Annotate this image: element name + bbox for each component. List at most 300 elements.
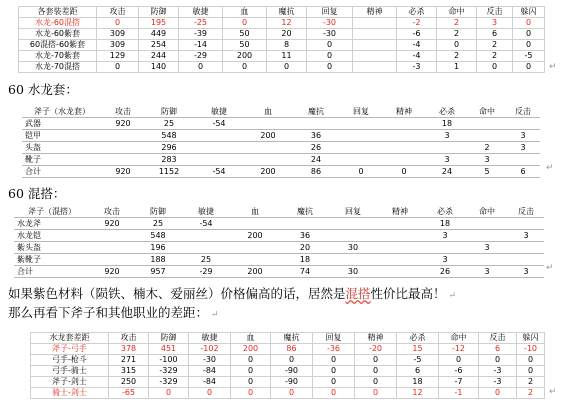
table-header-row — [31, 333, 545, 344]
table-cell: 140 — [139, 62, 179, 73]
paragraph-text: 那么再看下斧子和其他职业的差距： — [8, 305, 209, 320]
table-cell: 0 — [477, 62, 513, 73]
column-header: 各套装差距 — [19, 7, 97, 18]
table-cell: 3 — [424, 230, 466, 242]
table-cell — [466, 218, 508, 230]
table-row — [19, 29, 545, 40]
table-cell: 6 — [477, 29, 513, 40]
row-label: 铠甲 — [22, 130, 102, 142]
table-cell: 378 — [109, 344, 149, 355]
column-header: 命中 — [466, 206, 508, 218]
column-header: 反击 — [508, 206, 544, 218]
table-cell: 296 — [144, 142, 194, 154]
column-header: 攻击 — [102, 106, 144, 118]
table-cell: 3 — [466, 266, 508, 278]
table-cell — [340, 118, 382, 130]
table-cell — [340, 130, 382, 142]
table-cell: 3 — [466, 242, 508, 254]
table-row — [19, 40, 545, 51]
table-cell: 309 — [97, 40, 139, 51]
table-cell: 0 — [479, 355, 517, 366]
table-cell: 26 — [424, 266, 466, 278]
table-row — [14, 254, 544, 266]
table-cell — [102, 142, 144, 154]
table-row — [14, 266, 544, 278]
table-cell: 20 — [267, 29, 307, 40]
table-cell: 0 — [307, 62, 353, 73]
table-cell — [244, 142, 292, 154]
row-label: 斧子-弓手 — [31, 344, 109, 355]
table-cell — [340, 142, 382, 154]
table-row — [31, 344, 545, 355]
table-cell: 2 — [468, 142, 506, 154]
table-cell: -39 — [179, 29, 223, 40]
column-header: 血 — [231, 333, 271, 344]
table-row — [22, 154, 540, 166]
return-mark: ↵ — [211, 310, 219, 320]
table-cell: 0 — [179, 62, 223, 73]
table-cell: -5 — [513, 51, 545, 62]
column-header: 斧子（水龙套） — [22, 106, 102, 118]
table-cell: 0 — [355, 355, 397, 366]
table-cell: 200 — [230, 266, 280, 278]
column-header: 防御 — [139, 7, 179, 18]
table-row — [31, 355, 545, 366]
table-cell: 0 — [517, 355, 545, 366]
row-label: 头盔 — [22, 142, 102, 154]
table-cell: 0 — [307, 40, 353, 51]
table-cell: 25 — [182, 254, 230, 266]
table-cell — [330, 230, 376, 242]
table-cell — [468, 118, 506, 130]
table-cell: 0 — [340, 166, 382, 178]
row-label: 水龙斧 — [14, 218, 90, 230]
table-cell: -90 — [271, 377, 313, 388]
table-row — [14, 230, 544, 242]
axe-mixed-set-table — [14, 206, 544, 278]
table-cell: -100 — [149, 355, 189, 366]
table-cell: 0 — [97, 18, 139, 29]
table-cell: 548 — [134, 230, 182, 242]
table-cell: 200 — [223, 51, 267, 62]
table-cell — [90, 230, 134, 242]
table-cell: -329 — [149, 366, 189, 377]
highlighted-word: 混搭 — [345, 286, 371, 301]
table-cell: 0 — [223, 18, 267, 29]
table-row — [22, 142, 540, 154]
table-cell: 30 — [330, 242, 376, 254]
row-label: 水龙-60混搭 — [19, 18, 97, 29]
column-header: 斧子（混搭） — [14, 206, 90, 218]
table-cell: 36 — [292, 130, 340, 142]
table-cell: -4 — [397, 40, 437, 51]
table-cell: -90 — [271, 366, 313, 377]
table-cell: 2 — [477, 51, 513, 62]
column-header: 必杀 — [426, 106, 468, 118]
row-label: 弓手-骑士 — [31, 366, 109, 377]
table-cell: 0 — [517, 366, 545, 377]
table-cell: 5 — [468, 166, 506, 178]
table-cell: 188 — [134, 254, 182, 266]
paragraph-line-2 — [8, 303, 219, 321]
table-cell: -29 — [182, 266, 230, 278]
section-heading-60-water-dragon: 60 水龙套： — [8, 82, 78, 97]
table-cell — [230, 242, 280, 254]
return-mark: ↵ — [549, 62, 557, 72]
table-cell: 315 — [109, 366, 149, 377]
table-cell: 0 — [223, 62, 267, 73]
table-cell — [424, 242, 466, 254]
table-cell: -54 — [194, 118, 244, 130]
column-header: 魔抗 — [267, 7, 307, 18]
table-cell: -65 — [109, 388, 149, 399]
table-cell: 3 — [424, 254, 466, 266]
table-row — [22, 166, 540, 178]
table-cell: 86 — [271, 344, 313, 355]
table-cell: 0 — [479, 388, 517, 399]
table-cell: 6 — [506, 166, 540, 178]
table-cell: 0 — [231, 355, 271, 366]
row-label: 水龙-70混搭 — [19, 62, 97, 73]
column-header: 魔抗 — [280, 206, 330, 218]
table-cell — [426, 142, 468, 154]
table-cell — [90, 254, 134, 266]
column-header: 攻击 — [109, 333, 149, 344]
column-header: 精神 — [376, 206, 424, 218]
table-cell: 0 — [97, 62, 139, 73]
table-cell — [340, 154, 382, 166]
table-header-row — [14, 206, 544, 218]
table-cell: -10 — [517, 344, 545, 355]
column-header: 精神 — [382, 106, 426, 118]
table-cell: 309 — [97, 29, 139, 40]
table-cell: -3 — [479, 377, 517, 388]
table-cell: 25 — [134, 218, 182, 230]
table-cell: 0 — [355, 366, 397, 377]
table-cell — [194, 154, 244, 166]
table-cell: 12 — [267, 18, 307, 29]
column-header: 血 — [223, 7, 267, 18]
table-cell: -7 — [439, 377, 479, 388]
table-cell: 271 — [109, 355, 149, 366]
row-label: 骑士-剑士 — [31, 388, 109, 399]
water-dragon-class-gap-table — [30, 332, 544, 399]
table-cell — [382, 130, 426, 142]
paragraph-line-1 — [8, 284, 456, 302]
row-label: 合计 — [14, 266, 90, 278]
column-header: 必杀 — [397, 333, 439, 344]
table-cell: 200 — [244, 166, 292, 178]
table-cell — [90, 242, 134, 254]
table-cell: 200 — [244, 130, 292, 142]
table-cell — [230, 218, 280, 230]
table-cell: 3 — [477, 18, 513, 29]
section-heading-60-mixed: 60 混搭： — [8, 186, 66, 201]
table-cell: 920 — [102, 118, 144, 130]
column-header: 回复 — [330, 206, 376, 218]
table-cell: 26 — [292, 142, 340, 154]
table-cell — [382, 154, 426, 166]
table-cell: 24 — [426, 166, 468, 178]
column-header: 防御 — [134, 206, 182, 218]
column-header: 血 — [244, 106, 292, 118]
return-mark: ↵ — [546, 263, 554, 273]
table-cell: 1152 — [144, 166, 194, 178]
row-label: 水龙-70紫套 — [19, 51, 97, 62]
table-cell: 2 — [437, 51, 477, 62]
table-cell: 129 — [97, 51, 139, 62]
table-cell: 36 — [280, 230, 330, 242]
row-label: 紫靴子 — [14, 254, 90, 266]
table-cell: -30 — [307, 18, 353, 29]
table-cell: 2 — [437, 18, 477, 29]
table-cell: 2 — [517, 377, 545, 388]
table-cell: 15 — [397, 344, 439, 355]
column-header: 血 — [230, 206, 280, 218]
paragraph-text: 性价比最高！ — [370, 286, 446, 301]
table-cell: 244 — [139, 51, 179, 62]
table-cell — [102, 130, 144, 142]
table-cell: 18 — [280, 254, 330, 266]
table-cell: 196 — [134, 242, 182, 254]
table-cell: -14 — [179, 40, 223, 51]
return-mark: ↵ — [546, 163, 554, 173]
row-label: 斧子-剑士 — [31, 377, 109, 388]
column-header: 反击 — [479, 333, 517, 344]
table-cell: 920 — [90, 266, 134, 278]
table-cell: -2 — [397, 18, 437, 29]
row-label: 武器 — [22, 118, 102, 130]
table-cell: 0 — [437, 40, 477, 51]
column-header: 命中 — [468, 106, 506, 118]
table-cell: -84 — [189, 366, 231, 377]
table-cell: 3 — [506, 130, 540, 142]
table-cell: 0 — [382, 166, 426, 178]
table-cell: -6 — [397, 29, 437, 40]
table-cell: -329 — [149, 377, 189, 388]
table-cell — [280, 218, 330, 230]
column-header: 必杀 — [397, 7, 437, 18]
column-header: 敏捷 — [194, 106, 244, 118]
table-header-row — [22, 106, 540, 118]
table-cell: 50 — [223, 40, 267, 51]
table-cell: 3 — [508, 230, 544, 242]
table-cell: 30 — [330, 266, 376, 278]
table-cell: 0 — [231, 366, 271, 377]
table-cell — [182, 230, 230, 242]
table-cell: 3 — [426, 130, 468, 142]
table-cell — [376, 242, 424, 254]
return-mark: ↵ — [448, 291, 457, 301]
column-header: 攻击 — [97, 7, 139, 18]
column-header: 躲闪 — [517, 333, 545, 344]
table-cell: 0 — [313, 366, 355, 377]
table-cell: 2 — [477, 40, 513, 51]
table-cell: 74 — [280, 266, 330, 278]
table-cell — [506, 154, 540, 166]
column-header: 回复 — [340, 106, 382, 118]
row-label: 弓手-枪斗 — [31, 355, 109, 366]
table-cell — [508, 254, 544, 266]
table-cell: 11 — [267, 51, 307, 62]
table-cell — [353, 18, 397, 29]
table-row — [14, 218, 544, 230]
table-header-row — [19, 7, 545, 18]
column-header: 回复 — [313, 333, 355, 344]
table-cell: -30 — [189, 355, 231, 366]
table-cell — [382, 118, 426, 130]
table-cell: 3 — [426, 154, 468, 166]
table-cell: 8 — [267, 40, 307, 51]
row-label: 靴子 — [22, 154, 102, 166]
table-cell: 0 — [307, 51, 353, 62]
table-cell — [244, 118, 292, 130]
table-cell: 0 — [355, 377, 397, 388]
table-cell: -84 — [189, 377, 231, 388]
table-cell: 0 — [355, 388, 397, 399]
table-row — [31, 366, 545, 377]
table-cell: -12 — [439, 344, 479, 355]
table-cell — [330, 254, 376, 266]
table-cell: 0 — [313, 377, 355, 388]
table-cell: 451 — [149, 344, 189, 355]
column-header: 敏捷 — [179, 7, 223, 18]
table-cell — [376, 218, 424, 230]
table-cell: -54 — [194, 166, 244, 178]
table-cell — [382, 142, 426, 154]
table-cell: 0 — [231, 377, 271, 388]
column-header: 魔抗 — [292, 106, 340, 118]
table-cell: -102 — [189, 344, 231, 355]
table-cell: -5 — [397, 355, 439, 366]
table-cell: 0 — [313, 388, 355, 399]
row-label: 紫头盔 — [14, 242, 90, 254]
column-header: 攻击 — [90, 206, 134, 218]
table-cell: 0 — [513, 40, 545, 51]
table-cell: 18 — [426, 118, 468, 130]
row-label: 水龙铠 — [14, 230, 90, 242]
column-header: 防御 — [149, 333, 189, 344]
table-cell: 3 — [468, 154, 506, 166]
column-header: 魔抗 — [271, 333, 313, 344]
column-header: 躲闪 — [513, 7, 545, 18]
table-cell: 0 — [149, 388, 189, 399]
table-cell: 6 — [397, 366, 439, 377]
table-cell: 18 — [397, 377, 439, 388]
table-cell — [376, 230, 424, 242]
table-cell: 250 — [109, 377, 149, 388]
team-gap-table — [18, 6, 544, 73]
table-cell: 0 — [231, 388, 271, 399]
table-cell — [508, 218, 544, 230]
table-cell: 254 — [139, 40, 179, 51]
table-cell — [376, 254, 424, 266]
table-row — [22, 130, 540, 142]
table-cell — [244, 154, 292, 166]
table-row — [22, 118, 540, 130]
table-cell — [353, 62, 397, 73]
table-cell: 0 — [513, 18, 545, 29]
row-label: 水龙-60紫套 — [19, 29, 97, 40]
table-cell: 12 — [397, 388, 439, 399]
table-cell — [182, 242, 230, 254]
table-cell: -4 — [397, 51, 437, 62]
table-cell: 200 — [231, 344, 271, 355]
column-header: 反击 — [477, 7, 513, 18]
table-cell: 0 — [267, 62, 307, 73]
table-cell: 0 — [313, 355, 355, 366]
table-cell: -6 — [439, 366, 479, 377]
table-cell — [468, 130, 506, 142]
table-cell: 0 — [271, 388, 313, 399]
table-cell: 920 — [90, 218, 134, 230]
table-cell: -3 — [479, 366, 517, 377]
table-row — [19, 62, 545, 73]
table-cell: -1 — [439, 388, 479, 399]
paragraph-text: 如果紫色材料（陨铁、楠木、爱丽丝）价格偏高的话，居然是 — [8, 286, 346, 301]
table-cell: 25 — [144, 118, 194, 130]
table-cell: 50 — [223, 29, 267, 40]
table-cell: -54 — [182, 218, 230, 230]
table-cell: 20 — [280, 242, 330, 254]
table-cell: 3 — [508, 266, 544, 278]
table-cell: 24 — [292, 154, 340, 166]
table-cell: 0 — [513, 29, 545, 40]
table-cell: 200 — [230, 230, 280, 242]
column-header: 反击 — [506, 106, 540, 118]
table-cell: -36 — [313, 344, 355, 355]
column-header: 精神 — [353, 7, 397, 18]
table-cell: 548 — [144, 130, 194, 142]
column-header: 水龙套差距 — [31, 333, 109, 344]
table-cell: -30 — [307, 29, 353, 40]
table-cell — [466, 254, 508, 266]
table-cell — [194, 142, 244, 154]
table-cell: 18 — [424, 218, 466, 230]
table-cell: 0 — [271, 355, 313, 366]
table-cell: 2 — [517, 388, 545, 399]
table-cell: -20 — [355, 344, 397, 355]
table-cell: 195 — [139, 18, 179, 29]
row-label: 60混搭-60紫套 — [19, 40, 97, 51]
table-cell: 957 — [134, 266, 182, 278]
table-cell: 1 — [437, 62, 477, 73]
table-cell: 3 — [506, 142, 540, 154]
table-cell: 920 — [102, 166, 144, 178]
table-cell — [330, 218, 376, 230]
table-cell — [353, 29, 397, 40]
table-cell — [508, 242, 544, 254]
table-row — [31, 377, 545, 388]
table-cell — [353, 40, 397, 51]
table-cell — [194, 130, 244, 142]
table-cell: -29 — [179, 51, 223, 62]
table-cell — [466, 230, 508, 242]
column-header: 命中 — [439, 333, 479, 344]
table-cell: 283 — [144, 154, 194, 166]
table-cell: 2 — [437, 29, 477, 40]
table-cell: 449 — [139, 29, 179, 40]
table-row — [14, 242, 544, 254]
table-cell — [292, 118, 340, 130]
row-label: 合计 — [22, 166, 102, 178]
table-cell: 0 — [439, 355, 479, 366]
column-header: 敏捷 — [189, 333, 231, 344]
table-cell — [506, 118, 540, 130]
table-cell: 86 — [292, 166, 340, 178]
table-row — [19, 51, 545, 62]
table-cell — [230, 254, 280, 266]
